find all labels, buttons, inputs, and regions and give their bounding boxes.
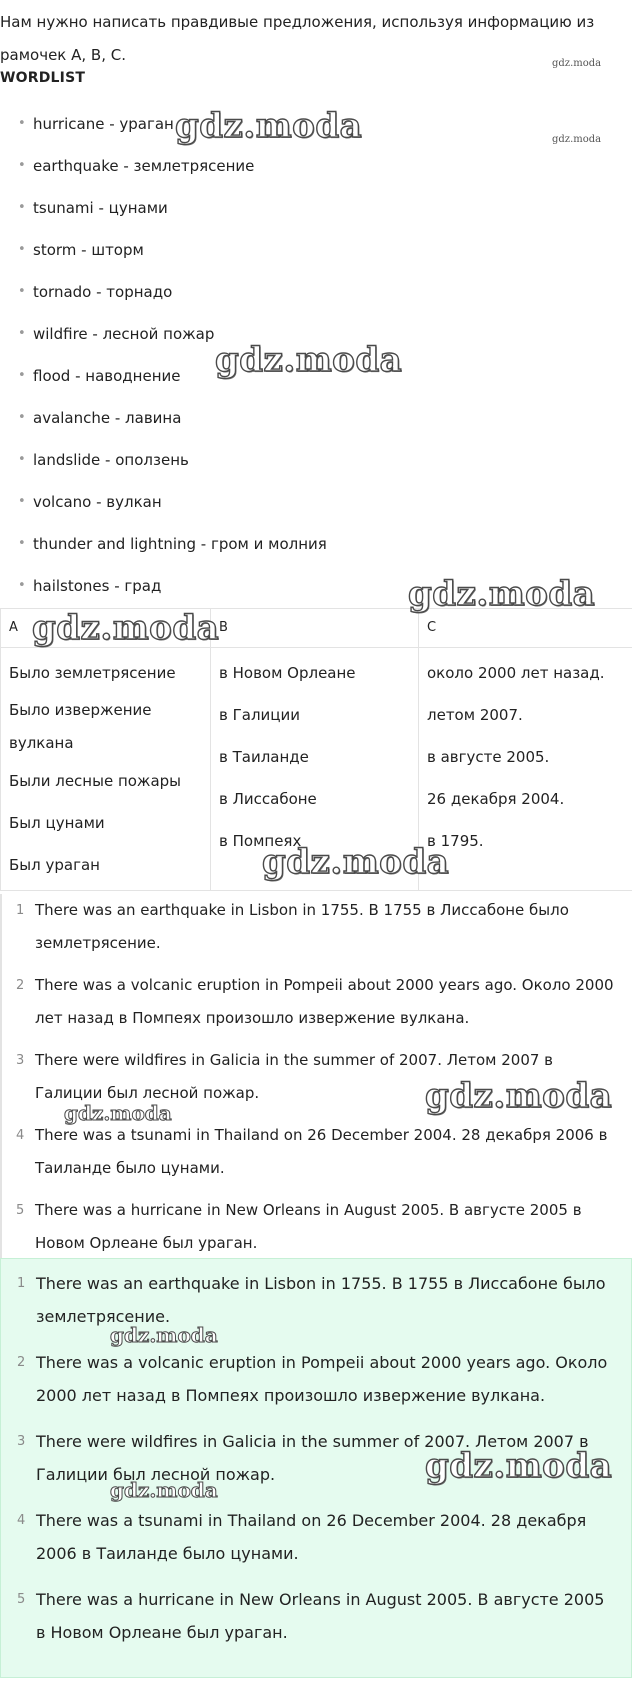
cell-item: Были лесные пожары (9, 772, 182, 790)
wordlist-title: WORDLIST (0, 70, 86, 86)
watermark: gdz.moda (552, 134, 602, 145)
watermark: gdz.moda (110, 1323, 218, 1347)
watermark: gdz.moda (64, 1101, 172, 1125)
cell-item: 26 декабря 2004. (427, 790, 565, 808)
answer-item (1, 1504, 631, 1570)
bullet-icon: • (18, 494, 26, 509)
answer-text: There was a tsunami in Thailand on 26 December 2004. 28 декабря 2006 в Таиланде было цунами. (36, 1511, 587, 1563)
answer-number: 2 (16, 978, 25, 993)
list-item: • tsunami - цунами (0, 196, 600, 238)
list-item: • thunder and lightning - гром и молния (0, 532, 600, 574)
bullet-icon: • (18, 410, 26, 425)
column-c-cell (419, 648, 632, 891)
answer-item (2, 1194, 632, 1260)
watermark: gdz.moda (262, 842, 450, 882)
watermark: gdz.moda (110, 1478, 218, 1502)
answer-text: There were wildfires in Galicia in the summer of 2007. Летом 2007 в Галиции был лесной пожар. (36, 1432, 589, 1484)
column-header-a: A (1, 609, 211, 648)
column-a-cell (1, 648, 211, 891)
bullet-icon: • (18, 116, 26, 131)
cell-item: в Таиланде (219, 748, 309, 766)
answer-item (1, 1267, 631, 1333)
watermark: gdz.moda (215, 340, 403, 380)
intro-text: Нам нужно написать правдивые предложения, используя информацию из рамочек A, B, C. (0, 13, 595, 64)
watermark: gdz.moda (425, 1446, 613, 1486)
list-item: • wildfire - лесной пожар (0, 322, 600, 364)
cell-item: в августе 2005. (427, 748, 550, 766)
answer-number: 3 (17, 1434, 26, 1449)
answer-text: There was an earthquake in Lisbon in 1755. В 1755 в Лиссабоне было землетрясение. (35, 901, 569, 952)
list-item: • tornado - торнадо (0, 280, 600, 322)
answer-text: There was a hurricane in New Orleans in August 2005. В августе 2005 в Новом Орлеане был ураган. (35, 1201, 582, 1252)
list-item: • hurricane - ураган (0, 112, 600, 154)
list-item: • landslide - оползень (0, 448, 600, 490)
list-item: • flood - наводнение (0, 364, 600, 406)
answer-item (2, 1119, 632, 1185)
list-item: • hailstones - град (0, 574, 600, 616)
answer-number: 1 (17, 1276, 26, 1291)
bullet-icon: • (18, 536, 26, 551)
list-item: • storm - шторм (0, 238, 600, 280)
cell-item: в 1795. (427, 832, 484, 850)
watermark: gdz.moda (408, 574, 596, 614)
answer-item (1, 1583, 631, 1649)
answer-item (2, 894, 632, 960)
answer-number: 5 (16, 1203, 25, 1218)
answer-item (2, 969, 632, 1035)
cell-item: в Помпеях (219, 832, 302, 850)
cell-item: Был ураган (9, 856, 100, 874)
watermark: gdz.moda (425, 1076, 613, 1116)
answer-number: 3 (16, 1053, 25, 1068)
watermark: gdz.moda (552, 58, 602, 69)
answer-text: There was a volcanic eruption in Pompeii about 2000 years ago. Около 2000 лет назад в Помпеях произошло извержение вулкана. (35, 976, 614, 1027)
answer-text: There was an earthquake in Lisbon in 1755. В 1755 в Лиссабоне было землетрясение. (36, 1274, 606, 1326)
bullet-icon: • (18, 242, 26, 257)
answer-text: There was a tsunami in Thailand on 26 December 2004. 28 декабря 2006 в Таиланде было цунами. (35, 1126, 608, 1177)
bullet-icon: • (18, 452, 26, 467)
cell-item: Был цунами (9, 814, 105, 832)
cell-item: Было извержение вулкана (9, 701, 152, 752)
bullet-icon: • (18, 578, 26, 593)
cell-item: Было землетрясение (9, 664, 176, 682)
bullet-icon: • (18, 326, 26, 341)
cell-item: около 2000 лет назад. (427, 664, 605, 682)
bullet-icon: • (18, 368, 26, 383)
cell-item: в Лиссабоне (219, 790, 317, 808)
bullet-icon: • (18, 158, 26, 173)
answer-text: There was a volcanic eruption in Pompeii about 2000 years ago. Около 2000 лет назад в Помпеях произошло извержение вулкана. (36, 1353, 608, 1405)
cell-item: летом 2007. (427, 706, 523, 724)
column-header-c: C (419, 609, 632, 648)
answer-text: There were wildfires in Galicia in the summer of 2007. Летом 2007 в Галиции был лесной пожар. (35, 1051, 554, 1102)
answer-number: 4 (16, 1128, 25, 1143)
list-item: • volcano - вулкан (0, 490, 600, 532)
watermark: gdz.moda (175, 106, 363, 146)
answer-number: 5 (17, 1592, 26, 1607)
column-header-b: B (211, 609, 419, 648)
watermark: gdz.moda (32, 608, 220, 648)
answer-item (1, 1346, 631, 1412)
bullet-icon: • (18, 200, 26, 215)
cell-item: в Новом Орлеане (219, 664, 356, 682)
list-item: • earthquake - землетрясение (0, 154, 600, 196)
list-item: • avalanche - лавина (0, 406, 600, 448)
answer-number: 1 (16, 903, 25, 918)
answer-number: 4 (17, 1513, 26, 1528)
bullet-icon: • (18, 284, 26, 299)
answer-text: There was a hurricane in New Orleans in August 2005. В августе 2005 в Новом Орлеане был ураган. (36, 1590, 605, 1642)
cell-item: в Галиции (219, 706, 300, 724)
answer-number: 2 (17, 1355, 26, 1370)
